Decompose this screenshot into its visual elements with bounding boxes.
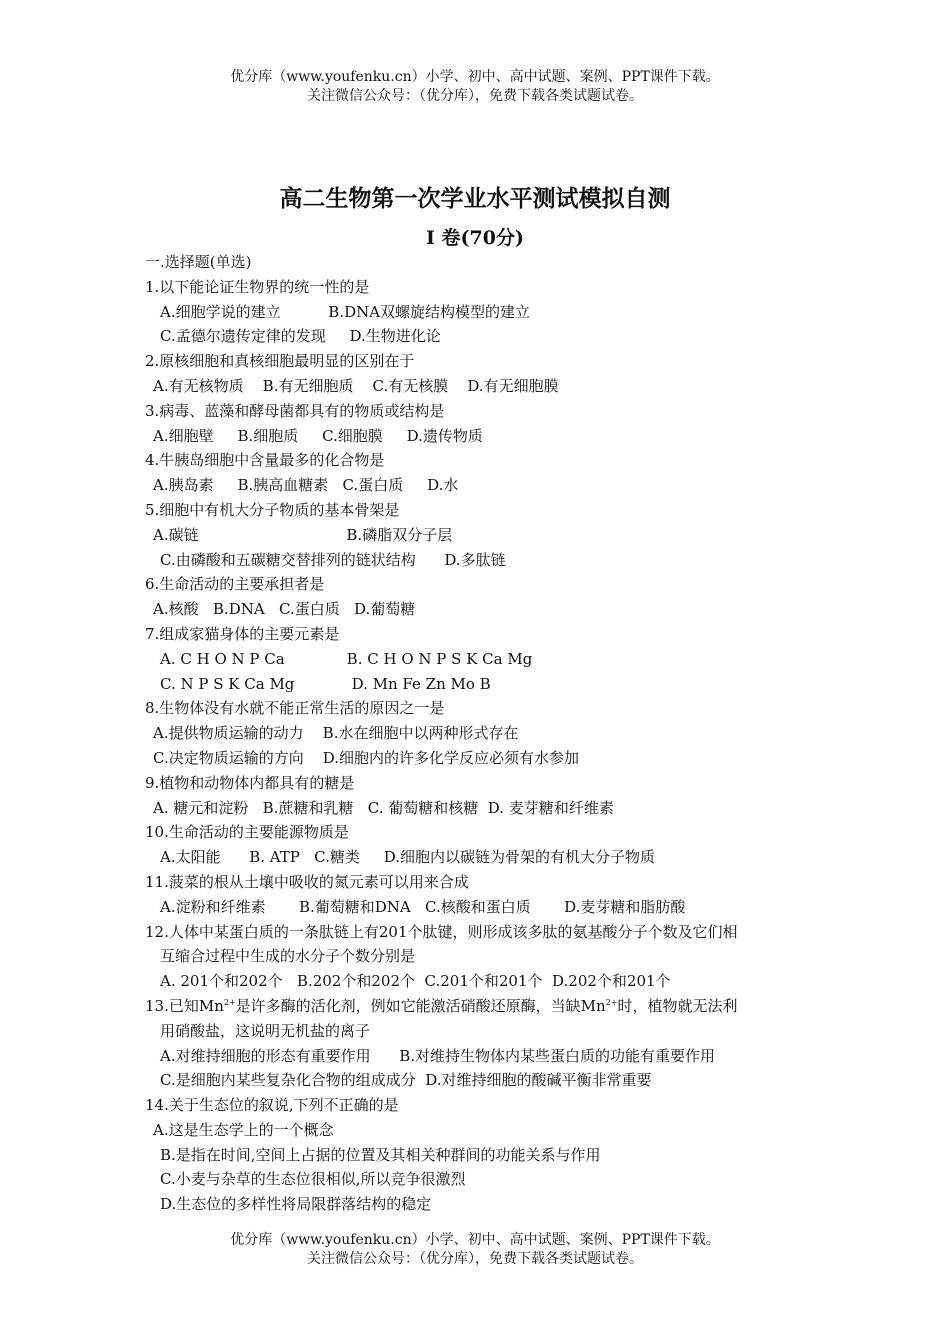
question-7: 7.组成家猫身体的主要元素是	[145, 624, 340, 643]
question-4: 4.牛胰岛细胞中含量最多的化合物是	[145, 451, 385, 470]
question-1-options-cd: C.孟德尔遗传定律的发现 D.生物进化论	[160, 327, 441, 346]
superscript-charge: 2+	[605, 997, 618, 1007]
question-13	[145, 994, 825, 1019]
question-7-options-cd: C. N P S K Ca Mg D. Mn Fe Zn Mo B	[160, 674, 491, 693]
question-5-options-cd: C.由磷酸和五碳糖交替排列的链状结构 D.多肽链	[160, 550, 506, 569]
question-14: 14.关于生态位的叙说,下列不正确的是	[145, 1096, 399, 1115]
question-list	[145, 250, 825, 1217]
question-14-option-c: C.小麦与杂草的生态位很相似,所以竞争很激烈	[160, 1170, 466, 1189]
question-9: 9.植物和动物体内都具有的糖是	[145, 773, 355, 792]
question-11: 11.菠菜的根从土壤中吸收的氮元素可以用来合成	[145, 872, 469, 891]
superscript-charge: 2+	[223, 997, 236, 1007]
question-12-options: A. 201个和202个 B.202个和202个 C.201个和201个 D.202个和201个	[160, 972, 671, 991]
question-13-part-1: 13.已知Mn	[145, 996, 224, 1015]
question-2: 2.原核细胞和真核细胞最明显的区别在于	[145, 352, 415, 371]
question-6: 6.生命活动的主要承担者是	[145, 575, 325, 594]
question-6-options: A.核酸 B.DNA C.蛋白质 D.葡萄糖	[153, 600, 416, 619]
question-14-option-d: D.生态位的多样性将局限群落结构的稳定	[160, 1195, 432, 1214]
question-10: 10.生命活动的主要能源物质是	[145, 823, 349, 842]
question-13-options-ab: A.对维持细胞的形态有重要作用 B.对维持生物体内某些蛋白质的功能有重要作用	[160, 1046, 716, 1065]
question-14-option-a: A.这是生态学上的一个概念	[153, 1120, 334, 1139]
footer-line-1: 优分库（www.youfenku.cn）小学、初中、高中试题、案例、PPT课件下载。	[230, 1232, 720, 1248]
question-4-options: A.胰岛素 B.胰高血糖素 C.蛋白质 D.水	[153, 476, 459, 495]
question-3-options: A.细胞壁 B.细胞质 C.细胞膜 D.遗传物质	[153, 426, 483, 445]
question-8-options-ab: A.提供物质运输的动力 B.水在细胞中以两种形式存在	[153, 724, 519, 743]
question-7-options-ab: A. C H O N P Ca B. C H O N P S K Ca Mg	[160, 649, 533, 668]
question-1-options-ab: A.细胞学说的建立 B.DNA双螺旋结构模型的建立	[160, 302, 531, 321]
page-header	[0, 68, 950, 106]
header-line-1: 优分库（www.youfenku.cn）小学、初中、高中试题、案例、PPT课件下载。	[230, 69, 720, 85]
question-8-options-cd: C.决定物质运输的方向 D.细胞内的许多化学反应必须有水参加	[153, 748, 580, 767]
question-12-continued: 互缩合过程中生成的水分子个数分别是	[160, 947, 416, 966]
question-3: 3.病毒、蓝藻和酵母菌都具有的物质或结构是	[145, 401, 445, 420]
page-footer	[0, 1231, 950, 1269]
section-heading: 一.选择题(单选)	[145, 253, 252, 271]
question-14-option-b: B.是指在时间,空间上占据的位置及其相关种群间的功能关系与作用	[160, 1145, 601, 1164]
question-2-options: A.有无核物质 B.有无细胞质 C.有无核膜 D.有无细胞膜	[153, 376, 559, 395]
question-5-options-ab: A.碳链 B.磷脂双分子层	[153, 525, 453, 544]
question-8: 8.生物体没有水就不能正常生活的原因之一是	[145, 699, 445, 718]
question-13-options-cd: C.是细胞内某些复杂化合物的组成成分 D.对维持细胞的酸碱平衡非常重要	[160, 1071, 652, 1090]
question-10-options: A.太阳能 B. ATP C.糖类 D.细胞内以碳链为骨架的有机大分子物质	[160, 848, 655, 867]
question-1: 1.以下能论证生物界的统一性的是	[145, 277, 370, 296]
question-11-options: A.淀粉和纤维素 B.葡萄糖和DNA C.核酸和蛋白质 D.麦芽糖和脂肪酸	[160, 897, 686, 916]
footer-line-2: 关注微信公众号：（优分库），免费下载各类试题试卷。	[307, 1251, 643, 1267]
question-13-continued: 用硝酸盐，这说明无机盐的离子	[160, 1021, 371, 1040]
question-13-part-2: 是许多酶的活化剂，例如它能激活硝酸还原酶，当缺Mn	[235, 996, 606, 1015]
page-title: 高二生物第一次学业水平测试模拟自测	[279, 186, 671, 212]
header-line-2: 关注微信公众号：（优分库），免费下载各类试题试卷。	[307, 88, 643, 104]
question-9-options: A. 糖元和淀粉 B.蔗糖和乳糖 C. 葡萄糖和核糖 D. 麦芽糖和纤维素	[153, 798, 614, 817]
question-12: 12.人体中某蛋白质的一条肽链上有201个肽键，则形成该多肽的氨基酸分子个数及它们相	[145, 922, 738, 941]
question-13-part-3: 时，植物就无法利	[617, 996, 738, 1015]
section-subtitle: Ⅰ 卷(70分)	[426, 227, 524, 249]
question-5: 5.细胞中有机大分子物质的基本骨架是	[145, 500, 400, 519]
